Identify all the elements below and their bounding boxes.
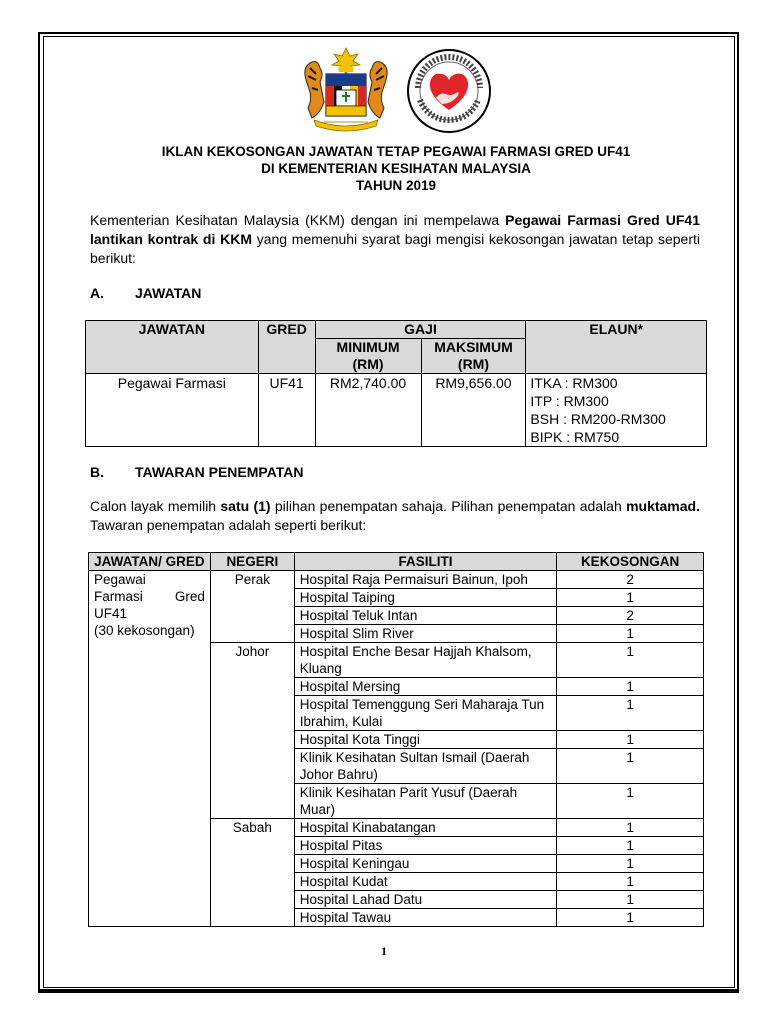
cell-fasiliti: Hospital Kudat <box>294 873 556 891</box>
cell-kekosongan: 1 <box>557 909 704 927</box>
para-b-text-2: pilihan penempatan sahaja. Pilihan penempatan adalah <box>270 498 627 514</box>
cell-minimum: RM2,740.00 <box>315 374 421 447</box>
header-maksimum: MAKSIMUM (RM) <box>421 339 526 374</box>
cell-fasiliti: Hospital Kinabatangan <box>294 819 556 837</box>
section-b-paragraph <box>90 497 700 535</box>
header-jawatan: JAWATAN <box>86 321 259 374</box>
intro-bold-text: Pegawai Farmasi Gred UF41 lantikan kontrak di KKM <box>90 212 700 247</box>
section-b-number: B. <box>90 464 104 480</box>
jawatan-line: (30 kekosongan) <box>94 623 195 638</box>
cell-kekosongan: 1 <box>557 731 704 749</box>
cell-kekosongan: 1 <box>557 784 704 819</box>
cell-fasiliti: Hospital Raja Permaisuri Bainun, Ipoh <box>294 571 556 589</box>
cell-kekosongan: 1 <box>557 625 704 643</box>
header-gaji: GAJI <box>315 321 526 339</box>
section-a-title: JAWATAN <box>135 285 202 301</box>
cell-jawatan: Pegawai Farmasi <box>86 374 259 447</box>
cell-kekosongan: 2 <box>557 571 704 589</box>
cell-fasiliti: Klinik Kesihatan Sultan Ismail (Daerah Johor Bahru) <box>294 749 556 784</box>
elaun-item: BSH : RM200-RM300 <box>530 411 666 427</box>
cell-kekosongan: 1 <box>557 678 704 696</box>
jawatan-line: UF41 <box>94 606 128 621</box>
jawatan-line: Pegawai <box>94 572 146 587</box>
header-negeri: NEGERI <box>210 553 294 571</box>
cell-kekosongan: 1 <box>557 696 704 731</box>
cell-kekosongan: 1 <box>557 643 704 678</box>
page-border-bottom <box>38 989 739 992</box>
cell-fasiliti: Hospital Enche Besar Hajjah Khalsom, Kluang <box>294 643 556 678</box>
cell-fasiliti: Hospital Pitas <box>294 837 556 855</box>
para-b-bold-2: muktamad. <box>626 498 700 514</box>
cell-kekosongan: 1 <box>557 749 704 784</box>
cell-kekosongan: 1 <box>557 855 704 873</box>
para-b-bold-1: satu (1) <box>220 498 271 514</box>
header-jawatan-gred: JAWATAN/ GRED <box>89 553 211 571</box>
header-kekosongan: KEKOSONGAN <box>557 553 704 571</box>
intro-paragraph <box>90 211 700 268</box>
jawatan-line-row <box>94 588 205 605</box>
logo-area <box>298 44 494 140</box>
malaysia-coat-of-arms-icon <box>298 44 394 134</box>
elaun-item: BIPK : RM750 <box>530 429 620 445</box>
elaun-item: ITKA : RM300 <box>530 375 618 391</box>
para-b-text-3: Tawaran penempatan adalah seperti berikut: <box>90 517 367 533</box>
section-b-heading <box>90 464 304 480</box>
title-line-2: DI KEMENTERIAN KESIHATAN MALAYSIA <box>261 161 531 176</box>
cell-gred: UF41 <box>258 374 315 447</box>
section-b-title: TAWARAN PENEMPATAN <box>135 464 304 480</box>
cell-fasiliti: Hospital Tawau <box>294 909 556 927</box>
jawatan-line: Farmasi <box>94 589 143 604</box>
cell-fasiliti: Hospital Taiping <box>294 589 556 607</box>
cell-fasiliti: Hospital Lahad Datu <box>294 891 556 909</box>
jawatan-line: Gred <box>174 589 205 604</box>
cell-fasiliti: Klinik Kesihatan Parit Yusuf (Daerah Muar) <box>294 784 556 819</box>
cell-fasiliti: Hospital Teluk Intan <box>294 607 556 625</box>
header-fasiliti: FASILITI <box>294 553 556 571</box>
cell-fasiliti: Hospital Temenggung Seri Maharaja Tun Ibrahim, Kulai <box>294 696 556 731</box>
title-line-3: TAHUN 2019 <box>355 178 437 193</box>
cell-negeri: Sabah <box>210 819 294 927</box>
jawatan-table <box>85 320 707 447</box>
para-b-text-1: Calon layak memilih <box>90 498 221 514</box>
cell-fasiliti: Hospital Slim River <box>294 625 556 643</box>
page-number: 1 <box>381 944 387 958</box>
cell-negeri: Johor <box>210 643 294 819</box>
intro-text-2: yang memenuhi syarat bagi mengisi kekosongan jawatan tetap seperti berikut: <box>90 231 700 266</box>
elaun-item: ITP : RM300 <box>530 393 609 409</box>
section-a-number: A. <box>90 285 104 301</box>
cell-negeri: Perak <box>210 571 294 643</box>
cell-kekosongan: 1 <box>557 589 704 607</box>
cell-kekosongan: 2 <box>557 607 704 625</box>
cell-fasiliti: Hospital Keningau <box>294 855 556 873</box>
cell-kekosongan: 1 <box>557 873 704 891</box>
penempatan-table <box>88 552 704 927</box>
table-row <box>89 571 704 589</box>
cell-elaun <box>526 374 707 447</box>
intro-text-1: Kementerian Kesihatan Malaysia (KKM) dengan ini mempelawa <box>90 212 506 228</box>
cell-kekosongan: 1 <box>557 891 704 909</box>
table-row <box>86 374 707 447</box>
cell-maksimum: RM9,656.00 <box>421 374 526 447</box>
section-a-heading <box>90 285 201 301</box>
cell-jawatan-gred <box>89 571 211 927</box>
cell-fasiliti: Hospital Kota Tinggi <box>294 731 556 749</box>
header-minimum: MINIMUM (RM) <box>315 339 421 374</box>
cell-kekosongan: 1 <box>557 819 704 837</box>
kkm-logo-icon <box>406 48 492 134</box>
header-gred: GRED <box>258 321 315 374</box>
cell-fasiliti: Hospital Mersing <box>294 678 556 696</box>
header-elaun: ELAUN* <box>526 321 707 374</box>
cell-kekosongan: 1 <box>557 837 704 855</box>
title-line-1: IKLAN KEKOSONGAN JAWATAN TETAP PEGAWAI FARMASI GRED UF41 <box>161 144 631 159</box>
